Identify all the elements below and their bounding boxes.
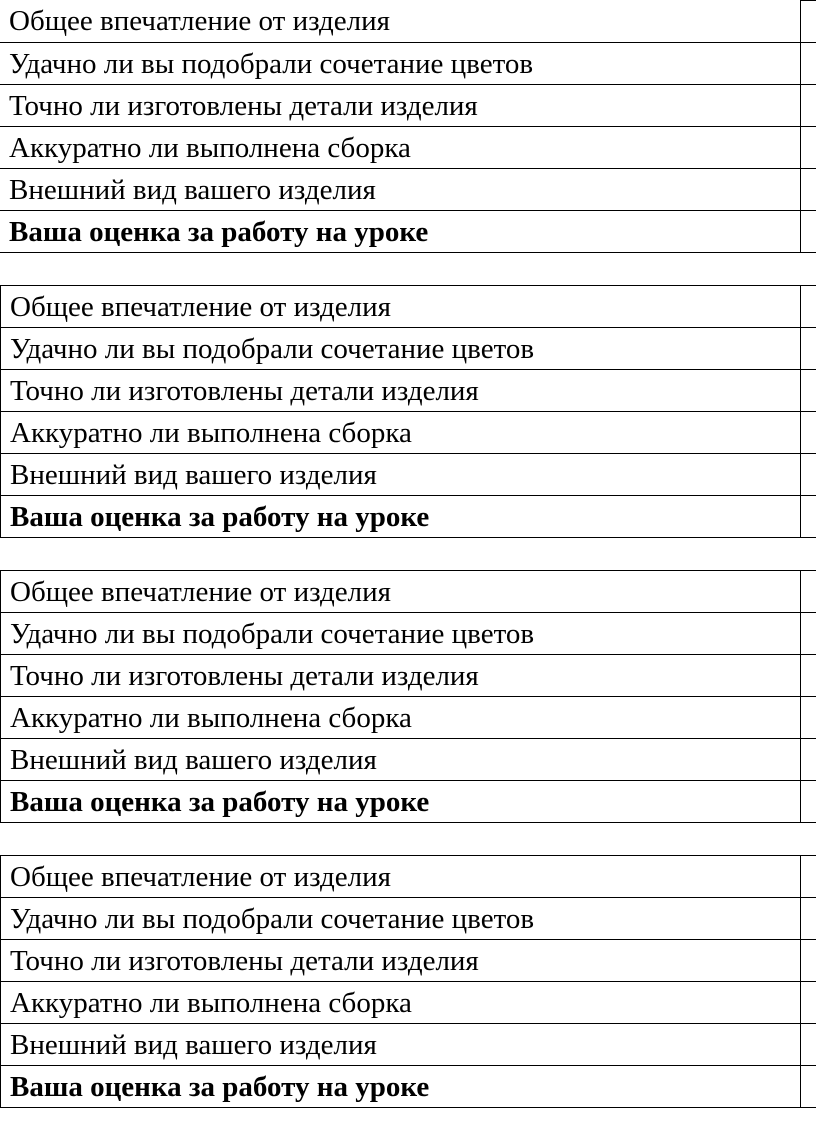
criterion-assembly-neatness: Аккуратно ли выполнена сборка bbox=[1, 412, 801, 454]
criterion-assembly-neatness: Аккуратно ли выполнена сборка bbox=[1, 697, 801, 739]
mark-cell[interactable] bbox=[801, 856, 816, 898]
table-row bbox=[1, 982, 816, 1024]
table-row bbox=[1, 1024, 816, 1066]
mark-cell[interactable] bbox=[801, 697, 816, 739]
mark-cell[interactable] bbox=[801, 613, 816, 655]
table-row bbox=[1, 328, 816, 370]
mark-cell[interactable] bbox=[800, 1, 816, 43]
table-row bbox=[1, 613, 816, 655]
criterion-overall-impression: Общее впечатление от изделия bbox=[1, 286, 801, 328]
mark-cell[interactable] bbox=[801, 982, 816, 1024]
criterion-overall-impression: Общее впечатление от изделия bbox=[1, 856, 801, 898]
mark-cell[interactable] bbox=[801, 454, 816, 496]
table-row bbox=[1, 739, 816, 781]
final-grade-label: Ваша оценка за работу на уроке bbox=[0, 211, 800, 253]
final-grade-label: Ваша оценка за работу на уроке bbox=[1, 496, 801, 538]
table-row bbox=[0, 127, 816, 169]
final-grade-cell[interactable] bbox=[800, 211, 816, 253]
table-row-final bbox=[1, 496, 816, 538]
mark-cell[interactable] bbox=[801, 286, 816, 328]
mark-cell[interactable] bbox=[800, 127, 816, 169]
final-grade-label: Ваша оценка за работу на уроке bbox=[1, 781, 801, 823]
mark-cell[interactable] bbox=[801, 739, 816, 781]
table-row bbox=[1, 454, 816, 496]
mark-cell[interactable] bbox=[800, 169, 816, 211]
table-row bbox=[0, 169, 816, 211]
final-grade-label: Ваша оценка за работу на уроке bbox=[1, 1066, 801, 1108]
table-row bbox=[1, 286, 816, 328]
criterion-appearance: Внешний вид вашего изделия bbox=[1, 454, 801, 496]
evaluation-table-3 bbox=[0, 570, 816, 823]
criterion-color-combination: Удачно ли вы подобрали сочетание цветов bbox=[1, 613, 801, 655]
criterion-parts-accuracy: Точно ли изготовлены детали изделия bbox=[1, 655, 801, 697]
mark-cell[interactable] bbox=[800, 43, 816, 85]
table-row-final bbox=[1, 781, 816, 823]
final-grade-cell[interactable] bbox=[801, 1066, 816, 1108]
table-row bbox=[0, 85, 816, 127]
final-grade-cell[interactable] bbox=[801, 496, 816, 538]
criterion-assembly-neatness: Аккуратно ли выполнена сборка bbox=[1, 982, 801, 1024]
mark-cell[interactable] bbox=[801, 940, 816, 982]
table-row bbox=[1, 697, 816, 739]
final-grade-cell[interactable] bbox=[801, 781, 816, 823]
criterion-color-combination: Удачно ли вы подобрали сочетание цветов bbox=[1, 898, 801, 940]
mark-cell[interactable] bbox=[801, 412, 816, 454]
mark-cell[interactable] bbox=[801, 898, 816, 940]
table-row bbox=[1, 655, 816, 697]
table-row bbox=[1, 412, 816, 454]
mark-cell[interactable] bbox=[801, 370, 816, 412]
criterion-appearance: Внешний вид вашего изделия bbox=[0, 169, 800, 211]
criterion-color-combination: Удачно ли вы подобрали сочетание цветов bbox=[0, 43, 800, 85]
table-row bbox=[1, 940, 816, 982]
criterion-overall-impression: Общее впечатление от изделия bbox=[1, 571, 801, 613]
table-row-final bbox=[1, 1066, 816, 1108]
criterion-parts-accuracy: Точно ли изготовлены детали изделия bbox=[1, 940, 801, 982]
mark-cell[interactable] bbox=[801, 1024, 816, 1066]
table-row bbox=[1, 856, 816, 898]
mark-cell[interactable] bbox=[801, 655, 816, 697]
mark-cell[interactable] bbox=[801, 571, 816, 613]
table-row bbox=[0, 43, 816, 85]
evaluation-table-4 bbox=[0, 855, 816, 1108]
criterion-color-combination: Удачно ли вы подобрали сочетание цветов bbox=[1, 328, 801, 370]
criterion-appearance: Внешний вид вашего изделия bbox=[1, 1024, 801, 1066]
evaluation-table-2 bbox=[0, 285, 816, 538]
criterion-overall-impression: Общее впечатление от изделия bbox=[0, 1, 800, 43]
criterion-appearance: Внешний вид вашего изделия bbox=[1, 739, 801, 781]
table-row bbox=[1, 370, 816, 412]
table-row bbox=[1, 898, 816, 940]
table-row-final bbox=[0, 211, 816, 253]
mark-cell[interactable] bbox=[801, 328, 816, 370]
criterion-parts-accuracy: Точно ли изготовлены детали изделия bbox=[0, 85, 800, 127]
table-row bbox=[0, 1, 816, 43]
criterion-assembly-neatness: Аккуратно ли выполнена сборка bbox=[0, 127, 800, 169]
mark-cell[interactable] bbox=[800, 85, 816, 127]
criterion-parts-accuracy: Точно ли изготовлены детали изделия bbox=[1, 370, 801, 412]
evaluation-table-1 bbox=[0, 0, 816, 253]
table-row bbox=[1, 571, 816, 613]
